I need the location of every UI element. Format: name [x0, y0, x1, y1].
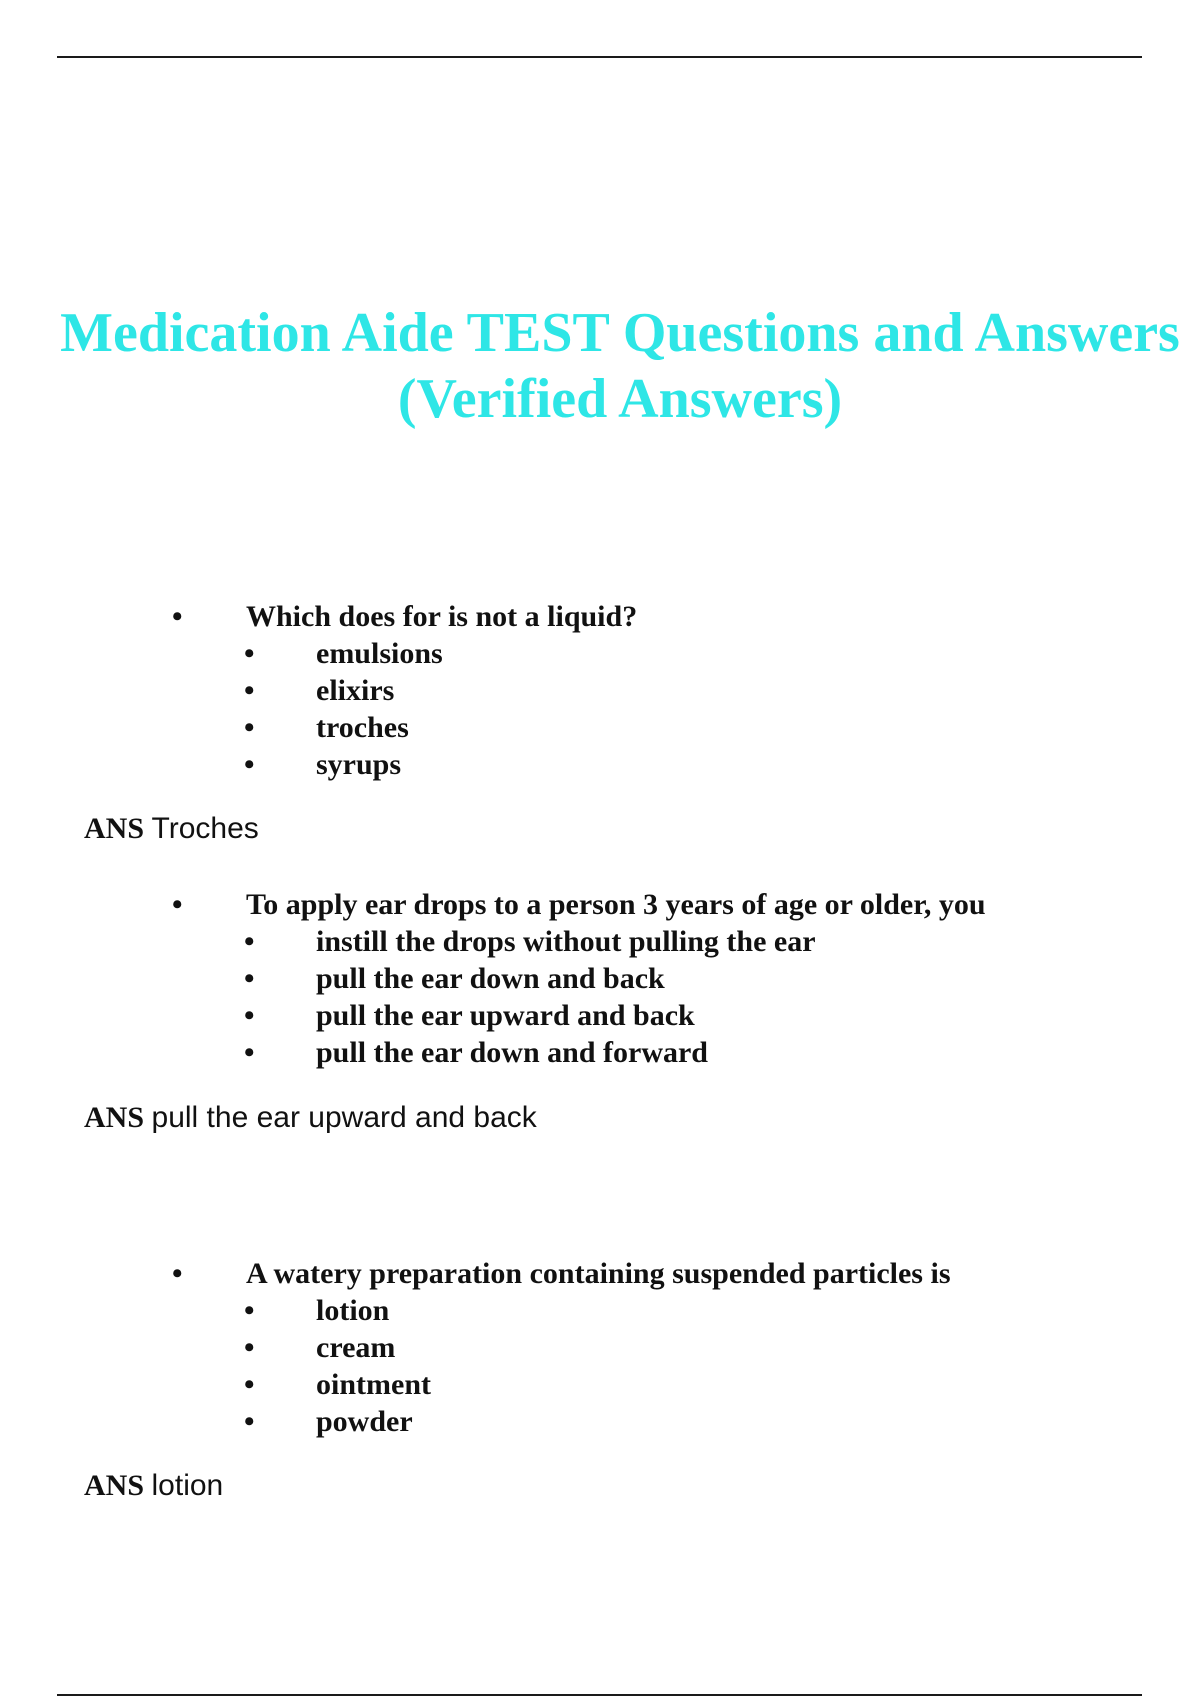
bullet: • [244, 999, 255, 1032]
option-text: cream [316, 1331, 396, 1364]
answer-label: ANS [84, 812, 145, 845]
bullet: • [244, 1368, 255, 1401]
answer-value: pull the ear upward and back [151, 1101, 537, 1134]
bullet: • [244, 1331, 255, 1364]
bullet: • [244, 962, 255, 995]
option-text: ointment [316, 1368, 431, 1401]
bottom-rule [57, 1694, 1142, 1696]
bullet: • [244, 925, 255, 958]
title-line-2: (Verified Answers) [397, 368, 843, 430]
answer-line-1 [84, 812, 259, 846]
bullet: • [172, 600, 183, 633]
option-text: instill the drops without pulling the ear [316, 925, 816, 958]
answer-label: ANS [84, 1469, 145, 1502]
document-title [40, 300, 1200, 432]
answer-line-2 [84, 1101, 537, 1135]
question-text: To apply ear drops to a person 3 years of age or older, you [246, 888, 986, 921]
top-rule [57, 56, 1142, 58]
answer-line-3 [84, 1469, 223, 1503]
answer-value: lotion [151, 1469, 224, 1502]
bullet: • [244, 674, 255, 707]
option-text: elixirs [316, 674, 395, 707]
bullet: • [244, 1036, 255, 1069]
option-text: pull the ear upward and back [316, 999, 695, 1032]
bullet: • [172, 888, 183, 921]
option-text: emulsions [316, 637, 443, 670]
bullet: • [244, 711, 255, 744]
bullet: • [244, 1294, 255, 1327]
answer-value: Troches [151, 812, 259, 845]
bullet: • [244, 748, 255, 781]
option-text: lotion [316, 1294, 390, 1327]
bullet: • [172, 1257, 183, 1290]
option-text: pull the ear down and back [316, 962, 665, 995]
option-text: troches [316, 711, 409, 744]
question-text: Which does for is not a liquid? [246, 600, 638, 633]
option-text: powder [316, 1405, 413, 1438]
option-text: syrups [316, 748, 402, 781]
option-text: pull the ear down and forward [316, 1036, 708, 1069]
bullet: • [244, 637, 255, 670]
bullet: • [244, 1405, 255, 1438]
question-text: A watery preparation containing suspended particles is [246, 1257, 951, 1290]
answer-label: ANS [84, 1101, 145, 1134]
title-line-1: Medication Aide TEST Questions and Answers [60, 302, 1180, 364]
